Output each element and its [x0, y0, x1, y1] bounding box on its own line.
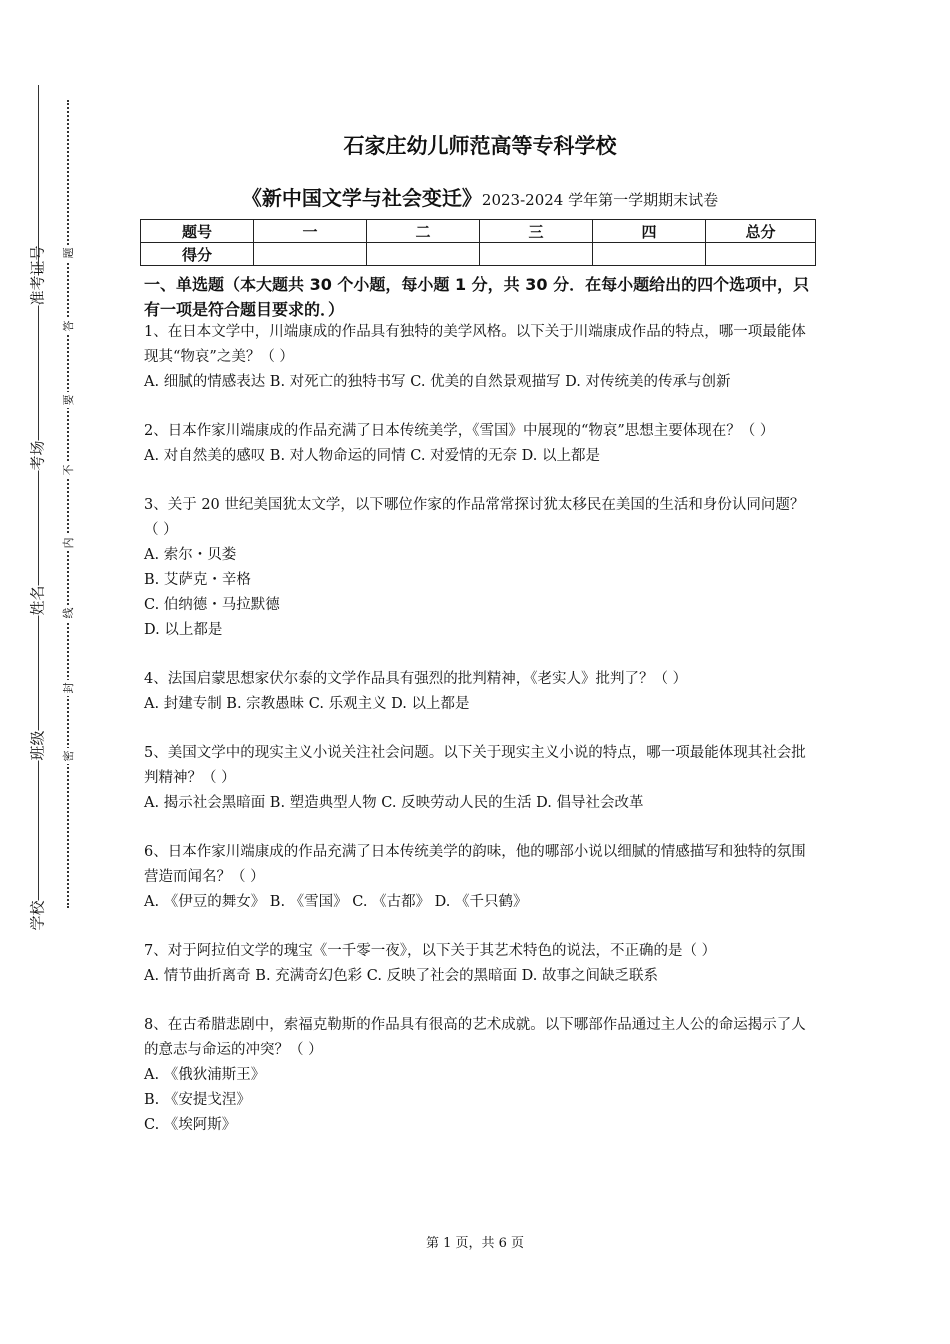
field-label-exam-number: 准考证号	[28, 245, 47, 306]
score-cell-empty	[480, 243, 593, 266]
score-table	[140, 219, 816, 266]
section-heading: 一、单选题（本大题共 30 个小题，每小题 1 分，共 30 分．在每小题给出的四个选项中，只有一项是符合题目要求的．）	[144, 275, 810, 319]
question-item	[144, 320, 816, 395]
score-cell-header: 三	[480, 220, 593, 243]
question-stem: 4、法国启蒙思想家伏尔泰的文学作品具有强烈的批判精神，《老实人》批判了？（ ）	[144, 671, 688, 687]
question-item	[144, 840, 816, 915]
score-cell-empty	[254, 243, 367, 266]
seal-char: 密	[60, 748, 76, 764]
field-label-class: 班级	[28, 730, 47, 761]
question-item	[144, 493, 816, 643]
school-title: 石家庄幼儿师范高等专科学校	[343, 134, 617, 158]
field-label-exam-room: 考场	[28, 440, 47, 471]
question-option: D. 以上都是	[144, 622, 223, 638]
question-item	[144, 1013, 816, 1138]
question-stem: 7、对于阿拉伯文学的瑰宝《一千零一夜》，以下关于其艺术特色的说法，不正确的是（ ）	[144, 943, 717, 959]
seal-char: 要	[60, 392, 76, 408]
exam-title	[140, 182, 820, 211]
question-item	[144, 939, 816, 989]
binding-dotted-line	[67, 100, 69, 908]
question-item	[144, 419, 816, 469]
question-stem: 5、美国文学中的现实主义小说关注社会问题。以下关于现实主义小说的特点，哪一项最能体现其社会批判精神？（ ）	[144, 745, 806, 786]
seal-char: 题	[60, 245, 76, 261]
score-cell-empty	[593, 243, 706, 266]
question-option: C. 《埃阿斯》	[144, 1117, 237, 1133]
seal-char: 封	[60, 680, 76, 696]
binding-solid-line	[38, 85, 39, 925]
seal-char: 线	[60, 605, 76, 621]
question-options: A. 细腻的情感表达 B. 对死亡的独特书写 C. 优美的自然景观描写 D. 对传统美的传承与创新	[144, 374, 731, 390]
question-options: A. 揭示社会黑暗面 B. 塑造典型人物 C. 反映劳动人民的生活 D. 倡导社会改革	[144, 795, 644, 811]
seal-char: 不	[60, 462, 76, 478]
question-stem: 6、日本作家川端康成的作品充满了日本传统美学的韵味，他的哪部小说以细腻的情感描写和独特的氛围营造而闻名？（ ）	[144, 844, 806, 885]
score-cell-header: 总分	[706, 220, 816, 243]
question-option: C. 伯纳德・马拉默德	[144, 597, 280, 613]
score-cell-empty	[706, 243, 816, 266]
score-table-header-row	[141, 220, 816, 243]
seal-char: 内	[60, 535, 76, 551]
question-stem: 2、日本作家川端康成的作品充满了日本传统美学，《雪国》中展现的“物哀”思想主要体现在？（ ）	[144, 423, 775, 439]
binding-margin	[0, 0, 120, 1344]
question-list	[144, 320, 816, 1162]
field-label-name: 姓名	[28, 585, 47, 616]
score-cell-header: 二	[367, 220, 480, 243]
question-options: A. 封建专制 B. 宗教愚昧 C. 乐观主义 D. 以上都是	[144, 696, 470, 712]
question-stem: 3、关于 20 世纪美国犹太文学，以下哪位作家的作品常常探讨犹太移民在美国的生活和身份认同问题？（ ）	[144, 497, 805, 538]
seal-char: 答	[60, 318, 76, 334]
field-label-school: 学校	[28, 900, 47, 931]
question-option: A. 索尔・贝娄	[144, 547, 237, 563]
question-item	[144, 667, 816, 717]
question-options: A. 对自然美的感叹 B. 对人物命运的同情 C. 对爱情的无奈 D. 以上都是	[144, 448, 601, 464]
score-cell-header: 题号	[141, 220, 254, 243]
question-options: A. 《伊豆的舞女》 B. 《雪国》 C. 《古都》 D. 《千只鹤》	[144, 894, 528, 910]
question-option: A. 《俄狄浦斯王》	[144, 1067, 266, 1083]
term-label: 2023-2024 学年第一学期期末试卷	[481, 191, 719, 209]
question-stem: 8、在古希腊悲剧中，索福克勒斯的作品具有很高的艺术成就。以下哪部作品通过主人公的命运揭示了人的意志与命运的冲突？（ ）	[144, 1017, 806, 1058]
score-cell-header: 一	[254, 220, 367, 243]
page-footer: 第 1 页，共 6 页	[425, 1236, 525, 1251]
question-option: B. 《安提戈涅》	[144, 1092, 251, 1108]
question-item	[144, 741, 816, 816]
question-stem: 1、在日本文学中，川端康成的作品具有独特的美学风格。以下关于川端康成作品的特点，哪一项最能体现其“物哀”之美？（ ）	[144, 324, 806, 365]
question-options: A. 情节曲折离奇 B. 充满奇幻色彩 C. 反映了社会的黑暗面 D. 故事之间缺乏联系	[144, 968, 659, 984]
course-title: 《新中国文学与社会变迁》	[241, 186, 482, 210]
score-cell-header: 四	[593, 220, 706, 243]
question-option: B. 艾萨克・辛格	[144, 572, 251, 588]
score-cell-empty	[367, 243, 480, 266]
score-table-score-row	[141, 243, 816, 266]
score-cell-label: 得分	[141, 243, 254, 266]
